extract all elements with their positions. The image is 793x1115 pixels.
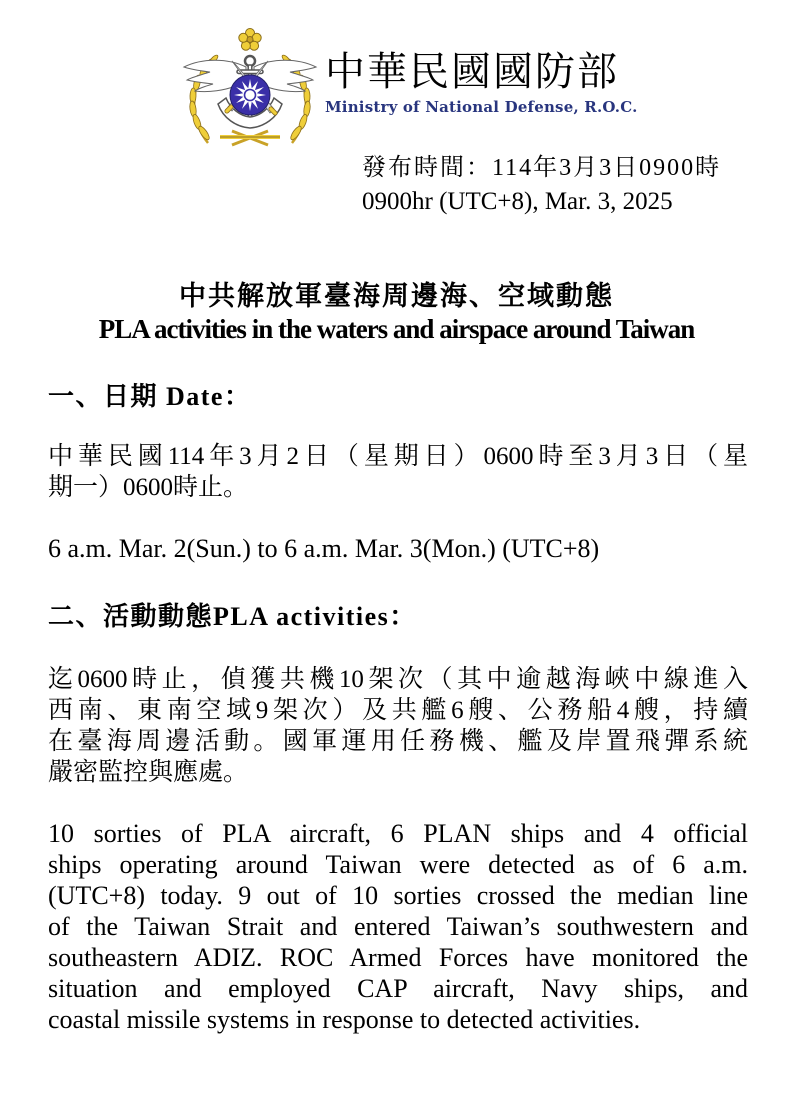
text-line: 中華民國114年3月2日（星期日）0600時至3月3日（星 [48, 443, 748, 470]
text-line: 10 sorties of PLA aircraft, 6 PLAN ships and 4 official [48, 819, 748, 848]
doc-title-zh: 中共解放軍臺海周邊海、空域動態 [179, 281, 614, 311]
text-line: 期一）0600時止。 [48, 474, 249, 501]
text-line: 在臺海周邊活動。國軍運用任務機、艦及岸置飛彈系統 [48, 728, 748, 755]
text-line: 西南、東南空域9架次）及共艦6艘、公務船4艘，持續 [48, 697, 748, 724]
plum-blossom [239, 29, 261, 51]
mnd-emblem [180, 25, 320, 149]
text-line: coastal missile systems in response to detected activities. [48, 1005, 641, 1034]
release-time-en: 0900hr (UTC+8), Mar. 3, 2025 [362, 188, 673, 215]
doc-title-en: PLA activities in the waters and airspace around Taiwan [98, 314, 695, 344]
org-name-en: Ministry of National Defense, R.O.C. [325, 98, 638, 116]
mnd-header [180, 25, 638, 149]
text-line: situation and employed CAP aircraft, Navy ships, and [48, 974, 748, 1003]
text-line: 迄0600時止，偵獲共機10架次（其中逾越海峽中線進入 [48, 666, 748, 693]
text-line: 嚴密監控與應處。 [48, 759, 249, 786]
section-activities-body-zh [48, 664, 748, 788]
sun-disc [230, 75, 270, 115]
roc-mnd-emblem-icon [180, 25, 320, 149]
section-date-body-zh [48, 441, 748, 503]
wreath-base [220, 131, 280, 145]
text-line: southeastern ADIZ. ROC Armed Forces have monitored the [48, 943, 748, 972]
doc-title [0, 280, 793, 346]
release-time-block [362, 151, 721, 219]
section-activities-heading: 二、活動動態PLA activities： [48, 602, 417, 631]
text-line: (UTC+8) today. 9 out of 10 sorties crossed the median line [48, 881, 748, 910]
text-line: of the Taiwan Strait and entered Taiwan’s southwestern and [48, 912, 748, 941]
section-date-body-en: 6 a.m. Mar. 2(Sun.) to 6 a.m. Mar. 3(Mon.) (UTC+8) [48, 534, 600, 563]
text-line: ships operating around Taiwan were detected as of 6 a.m. [48, 850, 748, 879]
org-name-zh: 中華民國國防部 [325, 49, 619, 94]
release-time-zh: 發布時間：114年3月3日0900時 [362, 155, 722, 181]
section-date-heading: 一、日期 Date： [48, 382, 252, 411]
section-activities-body-en [48, 818, 748, 1035]
mnd-titles [325, 25, 638, 116]
